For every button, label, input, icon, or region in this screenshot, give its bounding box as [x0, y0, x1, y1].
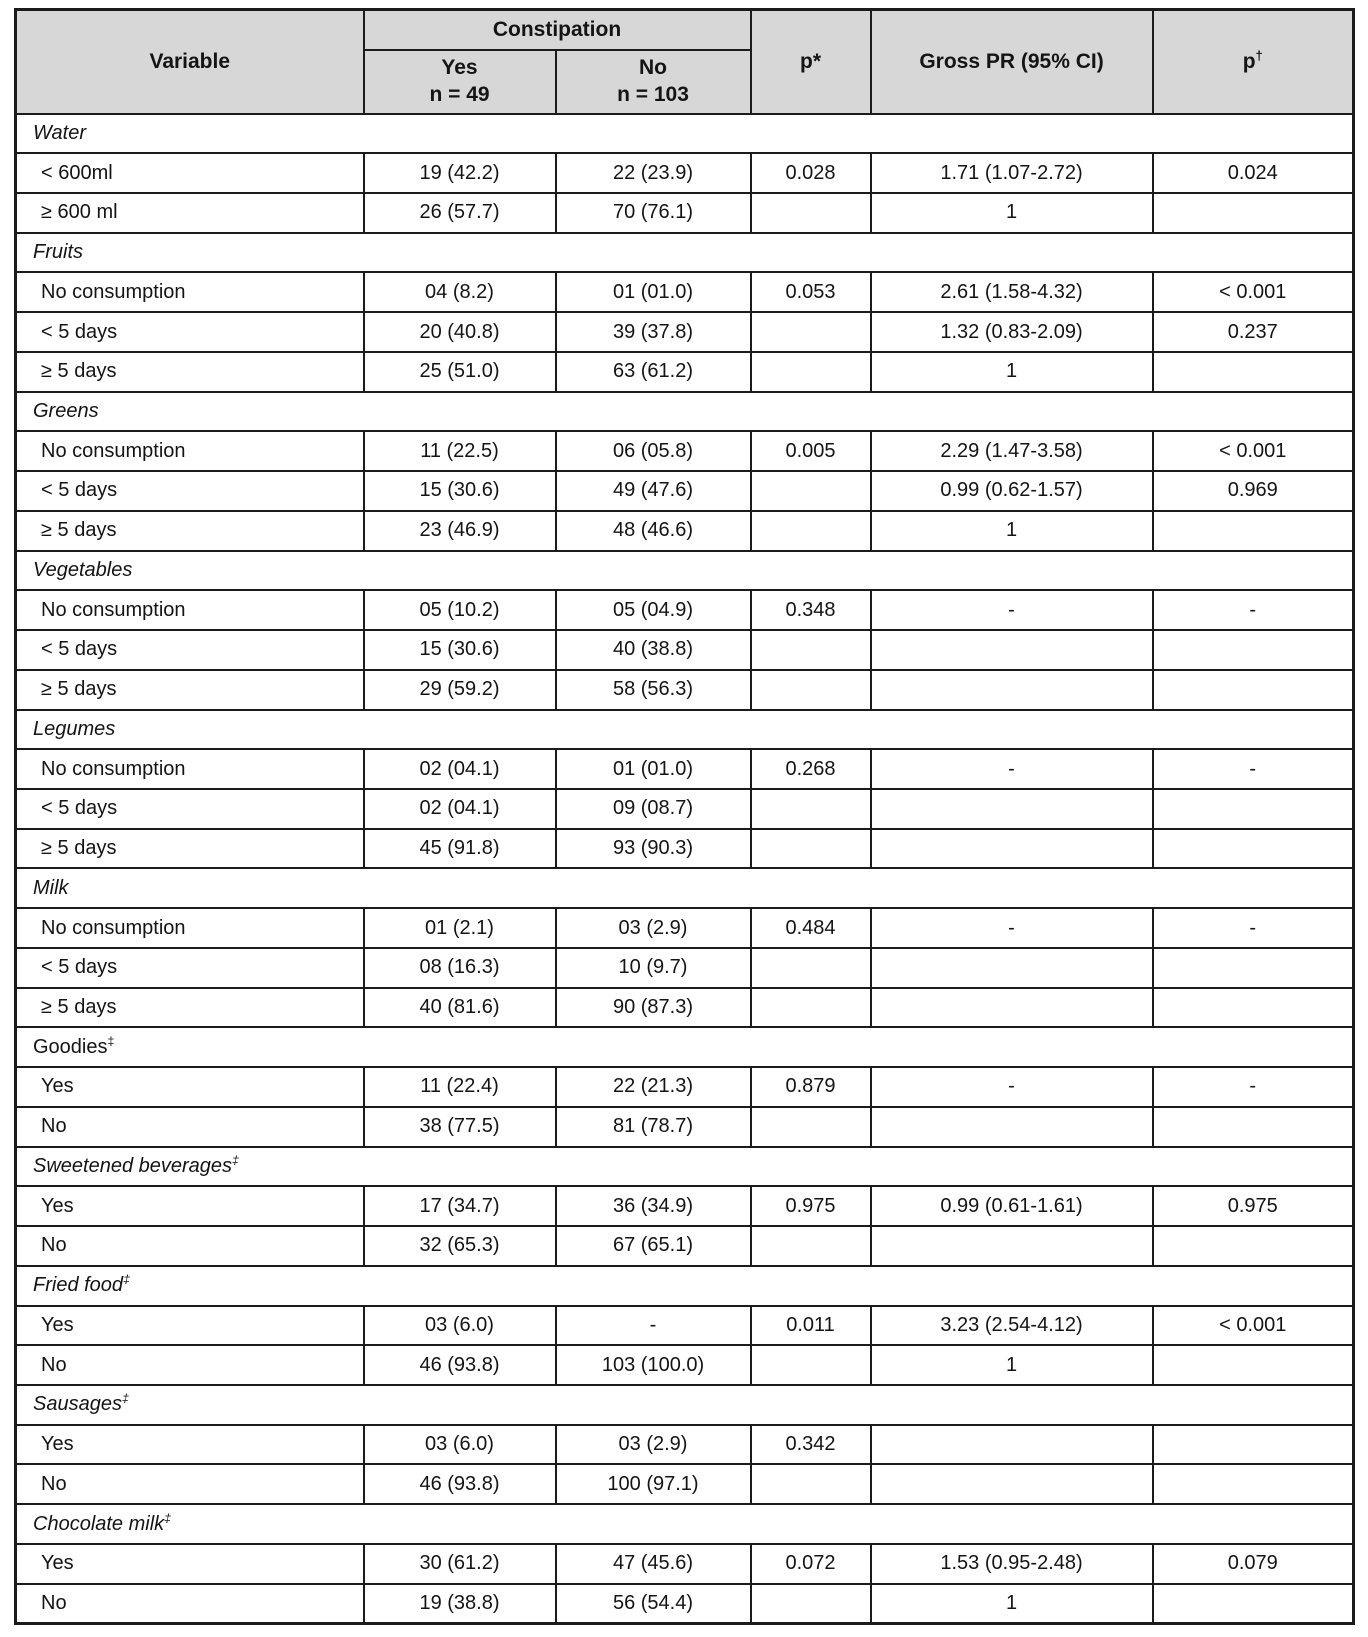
data-row	[16, 272, 1354, 312]
cell-p-dagger: 0.079	[1153, 1544, 1354, 1584]
group-name: Fruits	[33, 241, 83, 264]
data-row	[16, 352, 1354, 392]
cell-gross-pr: 2.29 (1.47-3.58)	[871, 431, 1153, 471]
cell-p-dagger: < 0.001	[1153, 272, 1354, 312]
cell-gross-pr: 1	[871, 511, 1153, 551]
cell-p-star	[751, 1226, 871, 1266]
col-header-gross-pr: Gross PR (95% CI)	[871, 10, 1153, 114]
group-name: Goodies	[33, 1035, 108, 1058]
group-row	[16, 710, 1354, 750]
group-marker: ‡	[121, 1391, 129, 1406]
cell-p-dagger	[1153, 988, 1354, 1028]
cell-no-count: 49 (47.6)	[556, 471, 751, 511]
cell-gross-pr: 1	[871, 1345, 1153, 1385]
cell-variable: ≥ 5 days	[16, 829, 364, 869]
cell-p-star	[751, 1584, 871, 1624]
cell-p-dagger	[1153, 829, 1354, 869]
cell-variable: < 600ml	[16, 153, 364, 193]
group-name: Milk	[33, 876, 69, 899]
cell-variable: No consumption	[16, 908, 364, 948]
cell-gross-pr: 0.99 (0.62-1.57)	[871, 471, 1153, 511]
cell-no-count: 06 (05.8)	[556, 431, 751, 471]
cell-p-dagger: 0.969	[1153, 471, 1354, 511]
group-label	[16, 868, 1354, 908]
yes-label: Yes	[441, 56, 478, 79]
table-body	[16, 114, 1354, 1624]
cell-p-dagger: -	[1153, 749, 1354, 789]
cell-yes-count: 03 (6.0)	[364, 1306, 556, 1346]
cell-p-star	[751, 630, 871, 670]
cell-variable: No consumption	[16, 749, 364, 789]
data-row	[16, 1345, 1354, 1385]
cell-no-count: 09 (08.7)	[556, 789, 751, 829]
group-marker: ‡	[107, 1034, 115, 1049]
cell-gross-pr	[871, 948, 1153, 988]
data-row	[16, 630, 1354, 670]
group-label	[16, 1027, 1354, 1067]
cell-p-dagger	[1153, 352, 1354, 392]
group-label	[16, 710, 1354, 750]
data-row	[16, 749, 1354, 789]
cell-yes-count: 20 (40.8)	[364, 312, 556, 352]
group-label	[16, 233, 1354, 273]
cell-p-dagger	[1153, 670, 1354, 710]
cell-variable: < 5 days	[16, 630, 364, 670]
cell-p-dagger	[1153, 1584, 1354, 1624]
cell-no-count: 81 (78.7)	[556, 1107, 751, 1147]
table-header	[16, 10, 1354, 114]
cell-p-star: 0.348	[751, 590, 871, 630]
group-row	[16, 1027, 1354, 1067]
cell-no-count: 36 (34.9)	[556, 1186, 751, 1226]
group-row	[16, 1385, 1354, 1425]
cell-variable: ≥ 5 days	[16, 352, 364, 392]
col-header-p-star	[751, 10, 871, 114]
cell-gross-pr: 3.23 (2.54-4.12)	[871, 1306, 1153, 1346]
cell-variable: Yes	[16, 1425, 364, 1465]
col-header-no	[556, 50, 751, 114]
cell-p-star	[751, 829, 871, 869]
cell-p-dagger	[1153, 789, 1354, 829]
cell-p-star: 0.268	[751, 749, 871, 789]
cell-yes-count: 30 (61.2)	[364, 1544, 556, 1584]
cell-p-star	[751, 670, 871, 710]
cell-variable: < 5 days	[16, 471, 364, 511]
cell-gross-pr: 1	[871, 193, 1153, 233]
data-row	[16, 1584, 1354, 1624]
cell-no-count: 03 (2.9)	[556, 1425, 751, 1465]
cell-yes-count: 04 (8.2)	[364, 272, 556, 312]
cell-p-star	[751, 193, 871, 233]
cell-yes-count: 01 (2.1)	[364, 908, 556, 948]
cell-p-star	[751, 511, 871, 551]
group-marker: ‡	[123, 1272, 130, 1287]
cell-yes-count: 19 (42.2)	[364, 153, 556, 193]
cell-gross-pr: 1.71 (1.07-2.72)	[871, 153, 1153, 193]
cell-p-star: 0.028	[751, 153, 871, 193]
cell-p-dagger: -	[1153, 908, 1354, 948]
cell-yes-count: 26 (57.7)	[364, 193, 556, 233]
group-row	[16, 868, 1354, 908]
data-row	[16, 789, 1354, 829]
p-star-base: p	[800, 49, 813, 73]
cell-yes-count: 32 (65.3)	[364, 1226, 556, 1266]
cell-variable: ≥ 600 ml	[16, 193, 364, 233]
cell-gross-pr	[871, 1464, 1153, 1504]
group-name: Sausages	[33, 1393, 122, 1416]
cell-yes-count: 46 (93.8)	[364, 1464, 556, 1504]
group-row	[16, 392, 1354, 432]
cell-gross-pr: 1.53 (0.95-2.48)	[871, 1544, 1153, 1584]
group-row	[16, 1266, 1354, 1306]
cell-variable: No	[16, 1345, 364, 1385]
cell-variable: No	[16, 1107, 364, 1147]
cell-gross-pr	[871, 670, 1153, 710]
cell-no-count: 01 (01.0)	[556, 749, 751, 789]
group-label	[16, 1385, 1354, 1425]
cell-p-dagger	[1153, 630, 1354, 670]
group-label	[16, 114, 1354, 154]
data-row	[16, 1107, 1354, 1147]
data-row	[16, 193, 1354, 233]
cell-p-dagger	[1153, 1107, 1354, 1147]
cell-yes-count: 11 (22.4)	[364, 1067, 556, 1107]
cell-no-count: -	[556, 1306, 751, 1346]
group-label	[16, 1266, 1354, 1306]
cell-gross-pr	[871, 829, 1153, 869]
cell-no-count: 63 (61.2)	[556, 352, 751, 392]
cell-variable: ≥ 5 days	[16, 988, 364, 1028]
cell-no-count: 40 (38.8)	[556, 630, 751, 670]
header-row-top	[16, 10, 1354, 50]
cell-p-star	[751, 1345, 871, 1385]
cell-variable: No consumption	[16, 590, 364, 630]
cell-p-star: 0.879	[751, 1067, 871, 1107]
cell-p-dagger	[1153, 1345, 1354, 1385]
cell-gross-pr: 1	[871, 352, 1153, 392]
cell-variable: No	[16, 1226, 364, 1266]
cell-yes-count: 15 (30.6)	[364, 630, 556, 670]
cell-p-dagger: < 0.001	[1153, 1306, 1354, 1346]
no-label: No	[639, 56, 667, 79]
cell-no-count: 100 (97.1)	[556, 1464, 751, 1504]
cell-p-dagger: 0.975	[1153, 1186, 1354, 1226]
col-header-constipation: Constipation	[364, 10, 751, 50]
data-row	[16, 988, 1354, 1028]
no-n-count: n = 103	[617, 83, 689, 106]
cell-no-count: 47 (45.6)	[556, 1544, 751, 1584]
cell-no-count: 05 (04.9)	[556, 590, 751, 630]
cell-gross-pr: -	[871, 908, 1153, 948]
cell-no-count: 22 (21.3)	[556, 1067, 751, 1107]
data-row	[16, 670, 1354, 710]
cell-variable: Yes	[16, 1067, 364, 1107]
group-name: Legumes	[33, 717, 116, 740]
cell-yes-count: 02 (04.1)	[364, 789, 556, 829]
cell-yes-count: 45 (91.8)	[364, 829, 556, 869]
cell-gross-pr: 1	[871, 1584, 1153, 1624]
cell-variable: ≥ 5 days	[16, 670, 364, 710]
cell-gross-pr	[871, 630, 1153, 670]
col-header-p-dagger	[1153, 10, 1354, 114]
cell-yes-count: 08 (16.3)	[364, 948, 556, 988]
cell-yes-count: 03 (6.0)	[364, 1425, 556, 1465]
cell-p-star: 0.975	[751, 1186, 871, 1226]
cell-p-star	[751, 988, 871, 1028]
data-row	[16, 948, 1354, 988]
cell-p-dagger: -	[1153, 1067, 1354, 1107]
group-label	[16, 551, 1354, 591]
cell-yes-count: 29 (59.2)	[364, 670, 556, 710]
group-row	[16, 551, 1354, 591]
cell-no-count: 10 (9.7)	[556, 948, 751, 988]
group-row	[16, 233, 1354, 273]
data-row	[16, 829, 1354, 869]
data-row	[16, 1464, 1354, 1504]
cell-p-star: 0.342	[751, 1425, 871, 1465]
cell-p-star: 0.053	[751, 272, 871, 312]
cell-p-star	[751, 1464, 871, 1504]
p-dagger-marker: †	[1255, 47, 1263, 63]
cell-variable: Yes	[16, 1306, 364, 1346]
data-row	[16, 1544, 1354, 1584]
cell-yes-count: 15 (30.6)	[364, 471, 556, 511]
data-row	[16, 590, 1354, 630]
data-row	[16, 431, 1354, 471]
cell-no-count: 48 (46.6)	[556, 511, 751, 551]
results-table	[14, 8, 1355, 1625]
group-name: Sweetened beverages	[33, 1154, 233, 1177]
cell-yes-count: 19 (38.8)	[364, 1584, 556, 1624]
cell-variable: < 5 days	[16, 948, 364, 988]
cell-no-count: 70 (76.1)	[556, 193, 751, 233]
cell-p-star: 0.011	[751, 1306, 871, 1346]
cell-no-count: 39 (37.8)	[556, 312, 751, 352]
cell-yes-count: 02 (04.1)	[364, 749, 556, 789]
cell-p-dagger: -	[1153, 590, 1354, 630]
cell-gross-pr: 0.99 (0.61-1.61)	[871, 1186, 1153, 1226]
cell-variable: < 5 days	[16, 789, 364, 829]
cell-no-count: 67 (65.1)	[556, 1226, 751, 1266]
cell-p-star	[751, 471, 871, 511]
cell-gross-pr: 1.32 (0.83-2.09)	[871, 312, 1153, 352]
cell-p-dagger	[1153, 1425, 1354, 1465]
cell-yes-count: 17 (34.7)	[364, 1186, 556, 1226]
group-label	[16, 1147, 1354, 1187]
col-header-yes	[364, 50, 556, 114]
cell-p-star: 0.072	[751, 1544, 871, 1584]
group-name: Fried food	[33, 1274, 124, 1297]
cell-yes-count: 25 (51.0)	[364, 352, 556, 392]
cell-variable: No consumption	[16, 431, 364, 471]
data-row	[16, 1306, 1354, 1346]
cell-variable: No	[16, 1464, 364, 1504]
cell-yes-count: 23 (46.9)	[364, 511, 556, 551]
cell-yes-count: 11 (22.5)	[364, 431, 556, 471]
cell-p-star: 0.005	[751, 431, 871, 471]
cell-p-dagger: < 0.001	[1153, 431, 1354, 471]
cell-variable: No consumption	[16, 272, 364, 312]
cell-p-star	[751, 1107, 871, 1147]
group-marker: ‡	[164, 1510, 172, 1525]
data-row	[16, 1067, 1354, 1107]
data-row	[16, 511, 1354, 551]
yes-n-count: n = 49	[429, 83, 490, 106]
p-star-marker: *	[812, 49, 822, 73]
cell-no-count: 93 (90.3)	[556, 829, 751, 869]
cell-p-star	[751, 789, 871, 829]
cell-gross-pr	[871, 1107, 1153, 1147]
cell-no-count: 56 (54.4)	[556, 1584, 751, 1624]
cell-p-dagger	[1153, 193, 1354, 233]
cell-gross-pr	[871, 1226, 1153, 1266]
cell-no-count: 58 (56.3)	[556, 670, 751, 710]
data-row	[16, 471, 1354, 511]
cell-p-dagger	[1153, 948, 1354, 988]
group-marker: ‡	[232, 1153, 239, 1168]
cell-gross-pr: 2.61 (1.58-4.32)	[871, 272, 1153, 312]
group-row	[16, 1504, 1354, 1544]
cell-gross-pr: -	[871, 1067, 1153, 1107]
cell-variable: Yes	[16, 1544, 364, 1584]
cell-gross-pr: -	[871, 590, 1153, 630]
cell-p-dagger	[1153, 1464, 1354, 1504]
cell-gross-pr	[871, 988, 1153, 1028]
data-row	[16, 1186, 1354, 1226]
cell-yes-count: 40 (81.6)	[364, 988, 556, 1028]
cell-variable: < 5 days	[16, 312, 364, 352]
data-row	[16, 312, 1354, 352]
cell-variable: No	[16, 1584, 364, 1624]
cell-p-star: 0.484	[751, 908, 871, 948]
cell-p-dagger: 0.024	[1153, 153, 1354, 193]
data-row	[16, 908, 1354, 948]
cell-no-count: 90 (87.3)	[556, 988, 751, 1028]
cell-gross-pr	[871, 1425, 1153, 1465]
cell-no-count: 103 (100.0)	[556, 1345, 751, 1385]
group-name: Vegetables	[33, 558, 133, 581]
data-row	[16, 1425, 1354, 1465]
col-header-variable: Variable	[16, 10, 364, 114]
cell-no-count: 01 (01.0)	[556, 272, 751, 312]
cell-gross-pr	[871, 789, 1153, 829]
cell-gross-pr: -	[871, 749, 1153, 789]
cell-no-count: 22 (23.9)	[556, 153, 751, 193]
cell-p-star	[751, 948, 871, 988]
group-name: Greens	[33, 400, 99, 422]
group-row	[16, 1147, 1354, 1187]
cell-p-star	[751, 312, 871, 352]
cell-yes-count: 38 (77.5)	[364, 1107, 556, 1147]
group-name: Water	[33, 121, 86, 144]
cell-yes-count: 05 (10.2)	[364, 590, 556, 630]
group-name: Chocolate milk	[33, 1512, 165, 1535]
data-row	[16, 153, 1354, 193]
cell-yes-count: 46 (93.8)	[364, 1345, 556, 1385]
cell-p-dagger	[1153, 511, 1354, 551]
cell-p-dagger	[1153, 1226, 1354, 1266]
cell-p-star	[751, 352, 871, 392]
group-row	[16, 114, 1354, 154]
group-label	[16, 1504, 1354, 1544]
cell-no-count: 03 (2.9)	[556, 908, 751, 948]
p-dagger-base: p	[1242, 49, 1256, 73]
cell-p-dagger: 0.237	[1153, 312, 1354, 352]
cell-variable: ≥ 5 days	[16, 511, 364, 551]
group-label	[16, 392, 1354, 432]
cell-variable: Yes	[16, 1186, 364, 1226]
data-row	[16, 1226, 1354, 1266]
